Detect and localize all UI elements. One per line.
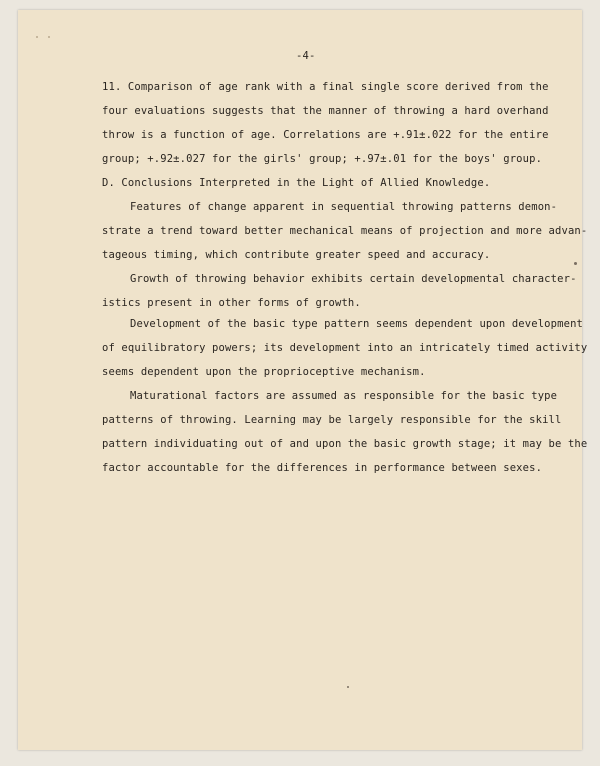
item-11-line: group; +.92±.027 for the girls' group; +.97±.01 for the boys' group.: [102, 153, 543, 165]
item-11-line: throw is a function of age. Correlations are +.91±.022 for the entire: [102, 129, 549, 141]
paragraph-line: tageous timing, which contribute greater speed and accuracy.: [102, 249, 491, 261]
paragraph-line: seems dependent upon the proprioceptive mechanism.: [102, 366, 426, 378]
item-11-line: 11. Comparison of age rank with a final single score derived from the: [102, 81, 549, 93]
paragraph-line: Development of the basic type pattern seems dependent upon development: [130, 318, 584, 330]
item-11-line: four evaluations suggests that the manner of throwing a hard overhand: [102, 105, 549, 117]
typewritten-sheet: [18, 10, 588, 750]
paragraph-line: strate a trend toward better mechanical means of projection and more advan-: [102, 225, 588, 237]
paragraph-line: patterns of throwing. Learning may be largely responsible for the skill: [102, 414, 562, 426]
paragraph-line: Maturational factors are assumed as responsible for the basic type: [130, 390, 558, 402]
section-d-heading: D. Conclusions Interpreted in the Light of Allied Knowledge.: [102, 177, 491, 189]
ink-speck: [574, 262, 577, 265]
ink-speck: [347, 686, 349, 688]
page-number: -4-: [296, 50, 316, 62]
paragraph-line: pattern individuating out of and upon the basic growth stage; it may be the: [102, 438, 588, 450]
paragraph-line: istics present in other forms of growth.: [102, 297, 361, 309]
ink-speck: [48, 36, 50, 38]
paragraph-line: factor accountable for the differences in performance between sexes.: [102, 462, 543, 474]
paragraph-line: Growth of throwing behavior exhibits certain developmental character-: [130, 273, 577, 285]
paragraph-line: Features of change apparent in sequential throwing patterns demon-: [130, 201, 558, 213]
ink-speck: [36, 36, 38, 38]
paragraph-line: of equilibratory powers; its development into an intricately timed activity: [102, 342, 588, 354]
